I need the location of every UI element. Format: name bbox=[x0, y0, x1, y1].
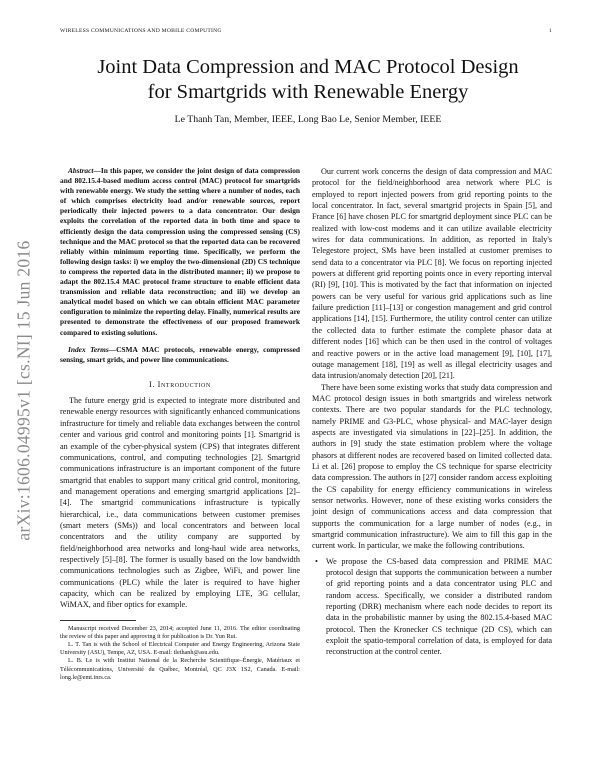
paper-title bbox=[56, 55, 560, 105]
section-heading-introduction: I. Introduction bbox=[149, 379, 211, 389]
running-title: WIRELESS COMMUNICATIONS AND MOBILE COMPUTING bbox=[60, 28, 222, 34]
footnote-author-1: L. T. Tan is with the School of Electrical Computer and Energy Engineering, Arizona State University (ASU), Tempe, AZ, USA. E-mail: tlethanh@asu.edu. bbox=[60, 641, 300, 657]
footnote-author-2: L. B. Le is with Institut National de la Recherche Scientifique–Énergie, Matériaux et Télécommunications, Université du Québec, Montréal, QC J3X 1S2, Canada. E-mail: long.le@emt.inrs.ca. bbox=[60, 657, 300, 681]
intro-paragraph-1: The future energy grid is expected to integrate more distributed and renewable energy resources with significantly enhanced communications infrastructure for timely and reliable data exchanges between the control center and various grid control and monitoring points [1]. Smartgrid is an example of the cyber-physical system (CPS) that integrates different communications, control, and computing technologies [2]. Smartgrid communications infrastructure is an important component of the future smartgrid that enables to support many critical grid control, monitoring, and management operations and emerging smartgrid applications [2]–[4]. The smartgrid communications infrastructure is typically hierarchical, i.e., data communications between customer premises (smart meters (SMs)) and local concentrators and between local concentrators and the utility company are supported by field/neighborhood area networks and long-haul wide area networks, respectively [5]–[8]. The former is usually based on the low bandwidth communications technologies such as Zigbee, WiFi, and power line communications (PLC) while the later is required to have higher capacity, which can be realized by employing LTE, 3G cellular, WiMAX, and fiber optics for example. bbox=[60, 396, 300, 610]
abstract bbox=[60, 166, 300, 338]
contribution-list bbox=[312, 556, 552, 658]
list-item bbox=[312, 556, 552, 658]
abstract-text: —In this paper, we consider the joint design of data compression and 802.15.4-based medium access control (MAC) protocol for smartgrids with renewable energy. We study the setting where a number of nodes, each of which comprises electricity load and/or renewable sources, report periodically their injected powers to a data concentrator. Our design exploits the correlation of the reported data in both time and space to efficiently design the data compression using the compressed sensing (CS) technique and the MAC protocol so that the reported data can be recovered reliably within minimum reporting time. Specifically, we perform the following design tasks: i) we employ the two-dimensional (2D) CS technique to compress the reported data in the distributed manner; ii) we propose to adapt the 802.15.4 MAC protocol frame structure to enable efficient data transmission and reliable data reconstruction; and iii) we develop an analytical model based on which we can obtain efficient MAC parameter configuration to minimize the reporting delay. Finally, numerical results are presented to demonstrate the effectiveness of our proposed framework compared to existing solutions. bbox=[60, 166, 300, 337]
bullet-icon: • bbox=[315, 556, 318, 566]
footnote-manuscript: Manuscript received December 23, 2014; accepted June 11, 2016. The editor coordinating the review of this paper and approving it for publication is Dr. Yun Rui. bbox=[60, 624, 300, 640]
index-terms-lead: Index Terms bbox=[68, 344, 109, 354]
arxiv-identifier: arXiv:1606.04995v1 [cs.NI] 15 Jun 2016 bbox=[13, 239, 34, 541]
body-paragraph-1: Our current work concerns the design of data compression and MAC protocol for the field/neighborhood area network where PLC is employed to report injected powers from grid reporting points to the local concentrator. In fact, several smartgrid projects in Spain [5], and France [6] have chosen PLC for smartgrid deployment since PLC can be realized with low-cost modems and it can utilize available electricity wires for data communications. In addition, as reported in Italy's Telegestore project, SMs have been installed at customer premises to send data to a concentrator via PLC [8]. We focus on reporting injected powers at different grid reporting points once in every reporting interval (RI) [9], [10]. This is motivated by the fact that information on injected powers can be very useful for various grid applications such as line failure prediction [11]–[13] or congestion management and grid control applications [14], [15]. Furthermore, the utility control center can utilize the collected data to further estimate the complete phasor data at different nodes [16] which can be then used in the control of voltages and reactive powers or in the active load management [9], [10], [17], outage management [18], [19] as well as illegal electricity usages and data intrusion/anomaly detection [20], [21]. bbox=[312, 167, 552, 381]
abstract-lead: Abstract bbox=[68, 166, 94, 175]
index-terms bbox=[60, 345, 300, 365]
page-number: 1 bbox=[548, 28, 552, 34]
body-paragraph-2: There have been some existing works that study data compression and MAC protocol design issues in both smartgrids and wireless network contexts. There are two popular standards for the PLC technology, namely PRIME and G3-PLC, whose physical- and MAC-layer design aspects are investigated via simulations in [22]–[25]. In addition, the authors in [9] study the state estimation problem where the voltage phasors at different nodes are recovered based on limited collected data. Li et al. [26] propose to employ the CS technique for sparse electricity data compression. The authors in [27] consider random access exploiting the CS capability for energy efficiency communications in wireless sensor networks. However, none of these existing works considers the joint design of communications access and data compression that supports the communication for a large number of nodes (e.g., in smartgrid communication infrastructure). We aim to fill this gap in the current work. In particular, we make the following contributions. bbox=[312, 382, 552, 551]
right-column bbox=[312, 166, 552, 658]
footnote-rule bbox=[60, 620, 136, 621]
index-terms-text: —CSMA MAC protocols, renewable energy, compressed sensing, smart grids, and power line communications. bbox=[60, 344, 300, 364]
arxiv-stamp bbox=[10, 200, 38, 580]
left-column bbox=[60, 166, 300, 682]
author-line: Le Thanh Tan, Member, IEEE, Long Bao Le, Senior Member, IEEE bbox=[174, 114, 442, 125]
contribution-text: We propose the CS-based data compression and PRIME MAC protocol design that supports the communication between a number of grid reporting points and a data concentrator using PLC and random access. Specifically, we consider a distributed random reporting (DRR) mechanism where each node decides to report its data in the probabilistic manner by using the 802.15.4-based MAC protocol. Then the Kronecker CS technique (2D CS), which can exploit the spatio-temporal correlation of data, is employed for data reconstruction at the control center. bbox=[326, 556, 552, 657]
title-line-2: for Smartgrids with Renewable Energy bbox=[147, 81, 469, 103]
title-line-1: Joint Data Compression and MAC Protocol Design bbox=[97, 56, 519, 78]
running-header bbox=[60, 28, 552, 34]
